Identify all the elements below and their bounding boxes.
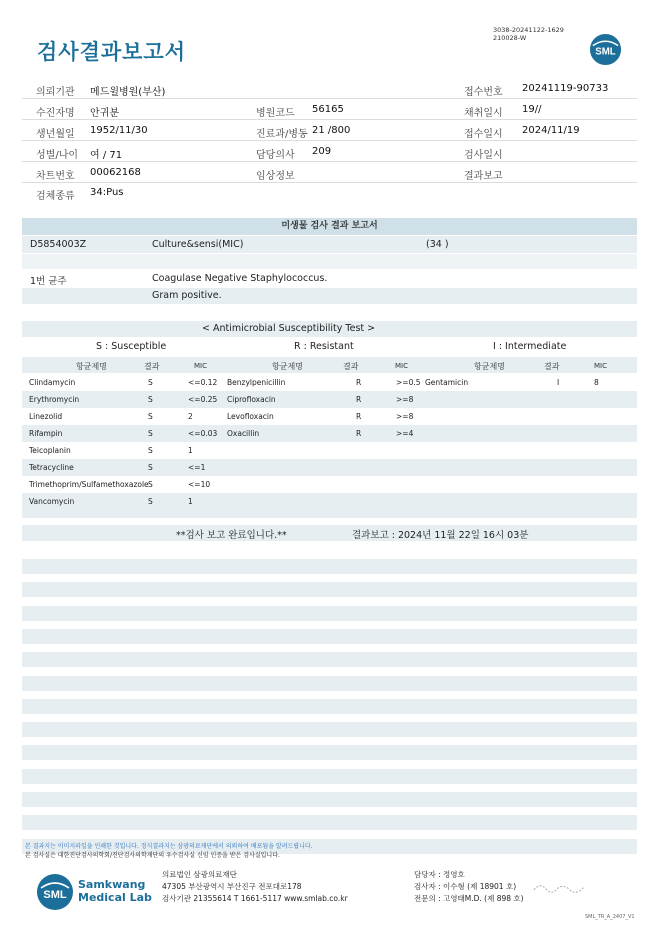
empty-band [22, 792, 637, 807]
mic-value: <=1 [188, 463, 206, 472]
info-row [22, 142, 637, 162]
ast-row [22, 408, 637, 425]
mic-value: >=0.5 [396, 378, 421, 387]
info-label: 담당의사 [256, 150, 295, 161]
report-time: 결과보고 : 2024년 11월 22일 16시 03분 [352, 530, 529, 541]
ast-row [22, 391, 637, 408]
organism-label: 1번 균주 [30, 276, 67, 287]
ast-legend [22, 340, 637, 355]
info-row [22, 121, 637, 141]
page-title: 검사결과보고서 [37, 40, 187, 64]
drug-name: Clindamycin [29, 378, 76, 387]
mic-value: <=10 [188, 480, 211, 489]
drug-name: Teicoplanin [29, 446, 71, 455]
drug-name: Rifampin [29, 429, 63, 438]
mic-value: 2 [188, 412, 193, 421]
ast-row [22, 493, 637, 510]
signature-icon [532, 880, 592, 896]
result-value: R [356, 429, 362, 438]
info-label: 채취일시 [464, 108, 503, 119]
test-code: D5854003Z [30, 239, 87, 250]
info-label: 검사일시 [464, 150, 503, 161]
col-result: 결과 [544, 362, 560, 371]
footer-note-image: 본 결과지는 이미지파일을 인쇄한 것입니다. 정식결과지는 삼광의료재단에서 의뢰하여 배포됨을 알려드립니다. [25, 843, 313, 850]
drug-name: Tetracycline [29, 463, 74, 472]
info-value: 209 [312, 146, 332, 157]
legend-susceptible: S : Susceptible [96, 341, 167, 352]
mic-value: 1 [188, 497, 193, 506]
drug-name: Gentamicin [425, 378, 469, 387]
specimen-type: 34:Pus [90, 187, 124, 198]
info-label: 검체종류 [36, 191, 75, 202]
info-value: 21 /800 [312, 125, 351, 136]
mic-value: >=8 [396, 395, 414, 404]
drug-name: Linezolid [29, 412, 63, 421]
logo-text: SML [595, 46, 616, 58]
spacer-band [22, 254, 637, 269]
info-row [22, 183, 637, 203]
info-label: 접수번호 [464, 87, 503, 98]
info-label: 임상정보 [256, 171, 295, 182]
empty-band [22, 815, 637, 830]
patient-name: 안귀분 [90, 108, 119, 119]
form-code: SML_TR_A_2407_V1 [585, 914, 635, 920]
info-row [22, 163, 637, 183]
info-label: 의뢰기관 [36, 87, 75, 98]
ast-title-band [22, 321, 637, 337]
legend-resistant: R : Resistant [294, 341, 354, 352]
col-drug: 항균제명 [272, 362, 303, 371]
result-value: I [557, 378, 560, 387]
empty-band [22, 699, 637, 714]
result-value: S [148, 463, 153, 472]
footer-note-accreditation: 본 검사실은 대한진단검사의학회/진단검사의학재단의 우수검사실 신임 인증을 받은 검사실입니다. [25, 852, 280, 859]
org-name: 의료법인 삼광의료재단 [162, 870, 237, 879]
samkwang-logo-icon [36, 873, 74, 911]
drug-name: Benzylpenicillin [227, 378, 286, 387]
result-value: S [148, 429, 153, 438]
drug-name: Ciprofloxacin [227, 395, 276, 404]
drug-name: Trimethoprim/Sulfamethoxazole [29, 480, 149, 489]
col-mic: MIC [395, 362, 408, 370]
info-value: 2024/11/19 [522, 125, 580, 136]
org-contact: 검사기관 21355614 T 1661-5117 www.smlab.co.kr [162, 894, 348, 903]
mic-value: <=0.03 [188, 429, 218, 438]
empty-band [22, 745, 637, 760]
drug-name: Vancomycin [29, 497, 75, 506]
micro-test-row [22, 236, 637, 253]
staff-manager: 담당자 : 정영호 [414, 870, 465, 879]
organism-row [22, 271, 637, 287]
info-value: 19// [522, 104, 542, 115]
micro-section-title: 미생물 검사 결과 보고서 [22, 218, 637, 235]
sml-logo-icon [589, 33, 622, 66]
ast-row [22, 425, 637, 442]
info-row [22, 79, 637, 99]
info-label: 수진자명 [36, 108, 75, 119]
ast-row [22, 374, 637, 391]
result-value: R [356, 412, 362, 421]
org-address: 47305 부산광역시 부산진구 전포대로178 [162, 882, 302, 891]
info-label: 병원코드 [256, 108, 295, 119]
col-mic: MIC [194, 362, 207, 370]
empty-band [22, 582, 637, 597]
legend-intermediate: I : Intermediate [493, 341, 567, 352]
col-mic: MIC [594, 362, 607, 370]
info-label: 생년월일 [36, 129, 75, 140]
info-label: 성별/나이 [36, 150, 79, 161]
mic-value: 8 [594, 378, 599, 387]
receipt-number: 20241119-90733 [522, 83, 609, 94]
brand-name [78, 878, 152, 904]
empty-band [22, 769, 637, 784]
empty-band [22, 559, 637, 574]
staff-examiner: 검사자 : 이수형 (제 18901 호) [414, 882, 517, 891]
org-info [162, 869, 348, 905]
result-value: S [148, 412, 153, 421]
ast-column-header [22, 357, 637, 373]
result-value: S [148, 395, 153, 404]
gram-row [22, 288, 637, 304]
drug-name: Levofloxacin [227, 412, 274, 421]
mic-value: 1 [188, 446, 193, 455]
info-value: 56165 [312, 104, 344, 115]
mic-value: >=4 [396, 429, 414, 438]
staff-info [414, 869, 524, 905]
info-label: 차트번호 [36, 171, 75, 182]
col-drug: 항균제명 [76, 362, 107, 371]
test-name: Culture&sensi(MIC) [152, 239, 244, 250]
col-result: 결과 [144, 362, 160, 371]
gram-stain: Gram positive. [152, 290, 222, 301]
mic-value: <=0.12 [188, 378, 218, 387]
ast-row [22, 459, 637, 476]
result-value: R [356, 395, 362, 404]
drug-name: Oxacillin [227, 429, 260, 438]
result-value: S [148, 497, 153, 506]
result-value: R [356, 378, 362, 387]
empty-band [22, 652, 637, 667]
birth-date: 1952/11/30 [90, 125, 148, 136]
completion-text: **검사 보고 완료입니다.** [176, 530, 287, 541]
mic-value: >=8 [396, 412, 414, 421]
info-value: 메드윌병원(부산) [90, 87, 166, 98]
drug-name: Erythromycin [29, 395, 80, 404]
empty-band [22, 606, 637, 621]
organism-name: Coagulase Negative Staphylococcus. [152, 273, 328, 284]
result-value: S [148, 446, 153, 455]
ast-row [22, 442, 637, 459]
document-id: 3038-20241122-1629 210028-W [493, 26, 564, 42]
empty-band [22, 629, 637, 644]
info-label: 접수일시 [464, 129, 503, 140]
info-label: 결과보고 [464, 171, 503, 182]
specimen-code: (34 ) [426, 239, 449, 250]
result-value: S [148, 378, 153, 387]
ast-row-spacer [22, 510, 637, 518]
staff-specialist: 전문의 : 고영태M.D. (제 898 호) [414, 894, 524, 903]
brand-name-line2: Medical Lab [78, 891, 152, 904]
ast-row [22, 476, 637, 493]
chart-number: 00062168 [90, 167, 141, 178]
info-row [22, 100, 637, 120]
completion-band [22, 525, 637, 541]
empty-band [22, 676, 637, 691]
empty-band [22, 722, 637, 737]
info-value: 여 / 71 [90, 150, 123, 161]
logo-text: SML [43, 889, 67, 901]
result-value: S [148, 480, 153, 489]
info-label: 진료과/병동 [256, 129, 308, 140]
col-drug: 항균제명 [474, 362, 505, 371]
ast-title: < Antimicrobial Susceptibility Test > [202, 323, 376, 334]
brand-name-line1: Samkwang [78, 878, 146, 891]
col-result: 결과 [343, 362, 359, 371]
mic-value: <=0.25 [188, 395, 218, 404]
